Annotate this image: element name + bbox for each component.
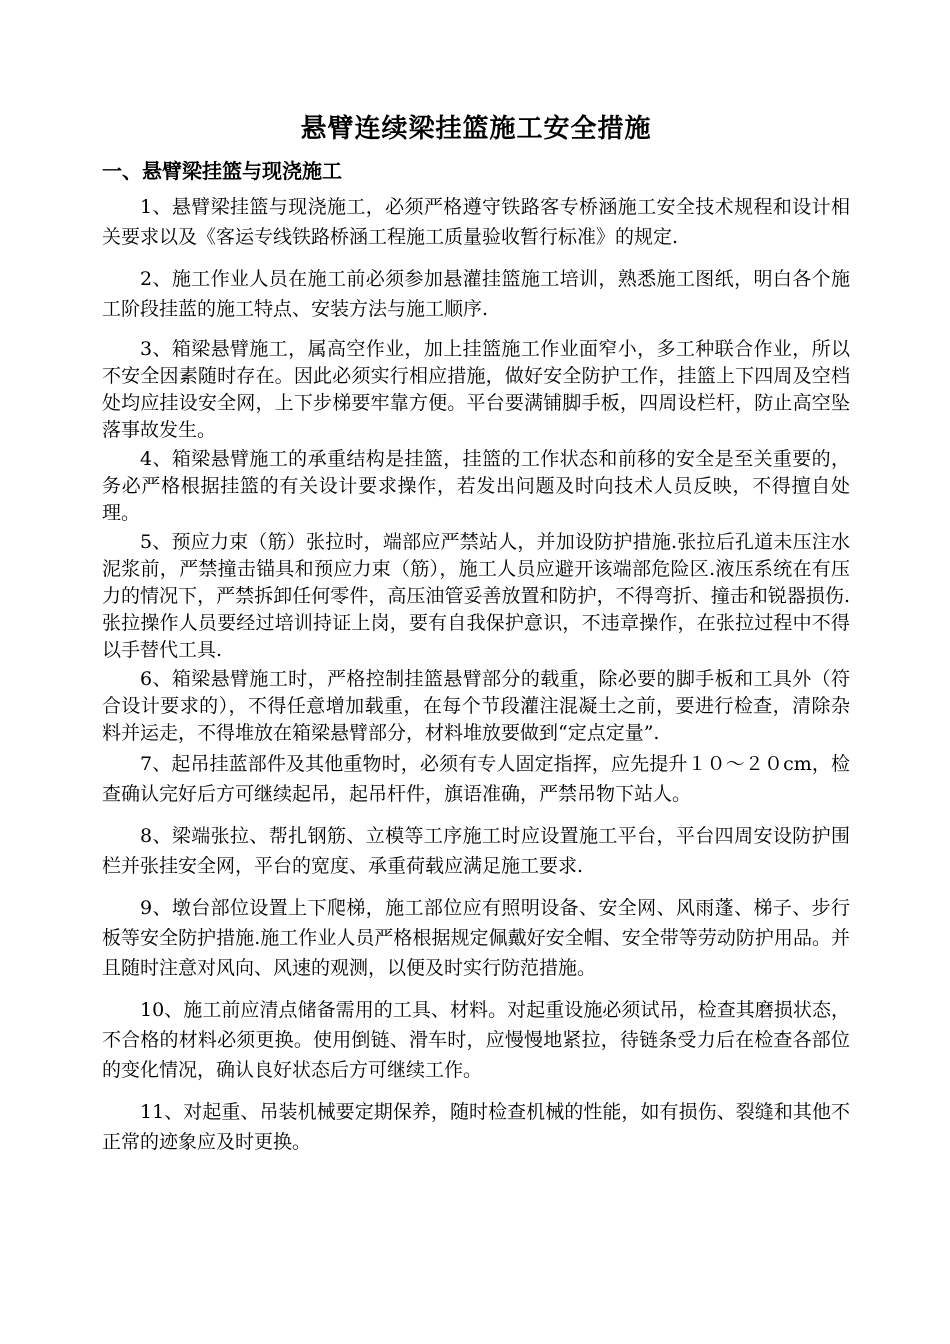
paragraph-3: 3、箱梁悬臂施工，属高空作业，加上挂篮施工作业面窄小，多工种联合作业，所以不安全因素随时存在。因此必须实行相应措施，做好安全防护工作，挂篮上下四周及空档处均应挂设安全网，上下步梯要牢靠方便。平台要满铺脚手板，四周设栏杆，防止高空坠落事故发生。 — [102, 338, 850, 441]
paragraph-11: 11、对起重、吊装机械要定期保养，随时检查机械的性能，如有损伤、裂缝和其他不正常的迹象应及时更换。 — [102, 1101, 850, 1153]
section-heading: 一、悬臂梁挂篮与现浇施工 — [102, 159, 342, 183]
paragraph-5: 5、预应力束（筋）张拉时，端部应严禁站人，并加设防护措施.张拉后孔道未压注水泥浆前，严禁撞击锚具和预应力束（筋），施工人员应避开该端部危险区.液压系统在有压力的情况下，严禁拆卸任何零件，高压油管妥善放置和防护，不得弯折、撞击和锐器损伤.张拉操作人员要经过培训持证上岗，要有自我保护意识，不违章操作，在张拉过程中不得以手替代工具. — [102, 531, 850, 661]
paragraph-9: 9、墩台部位设置上下爬梯，施工部位应有照明设备、安全网、风雨蓬、梯子、步行板等安全防护措施.施工作业人员严格根据规定佩戴好安全帽、安全带等劳动防护用品。并且随时注意对风向、风速的观测，以便及时实行防范措施。 — [102, 897, 850, 979]
document-title: 悬臂连续梁挂篮施工安全措施 — [300, 114, 652, 144]
paragraph-10: 10、施工前应清点储备需用的工具、材料。对起重设施必须试吊，检查其磨损状态，不合格的材料必须更换。使用倒链、滑车时，应慢慢地紧拉，待链条受力后在检查各部位的变化情况，确认良好状态后方可继续工作。 — [102, 999, 850, 1081]
paragraph-2: 2、施工作业人员在施工前必须参加悬灌挂篮施工培训，熟悉施工图纸，明白各个施工阶段挂蓝的施工特点、安装方法与施工顺序. — [102, 268, 850, 320]
paragraph-6: 6、箱梁悬臂施工时，严格控制挂篮悬臂部分的载重，除必要的脚手板和工具外（符合设计要求的），不得任意增加载重，在每个节段灌注混凝土之前，要进行检查，清除杂料并运走，不得堆放在箱梁悬臂部分，材料堆放要做到“定点定量”. — [102, 668, 850, 744]
paragraph-1: 1、悬臂梁挂篮与现浇施工，必须严格遵守铁路客专桥涵施工安全技术规程和设计相关要求以及《客运专线铁路桥涵工程施工质量验收暂行标准》的规定. — [102, 196, 850, 248]
paragraph-4: 4、箱梁悬臂施工的承重结构是挂篮，挂篮的工作状态和前移的安全是至关重要的，务必严格根据挂篮的有关设计要求操作，若发出问题及时向技术人员反映，不得擅自处理。 — [102, 448, 850, 524]
paragraph-7: 7、起吊挂蓝部件及其他重物时，必须有专人固定指挥，应先提升１０～２０cm，检查确认完好后方可继续起吊，起吊杆件，旗语准确，严禁吊物下站人。 — [102, 753, 850, 805]
paragraph-8: 8、梁端张拉、帮扎钢筋、立模等工序施工时应设置施工平台，平台四周安设防护围栏并张挂安全网，平台的宽度、承重荷载应满足施工要求. — [102, 825, 850, 877]
